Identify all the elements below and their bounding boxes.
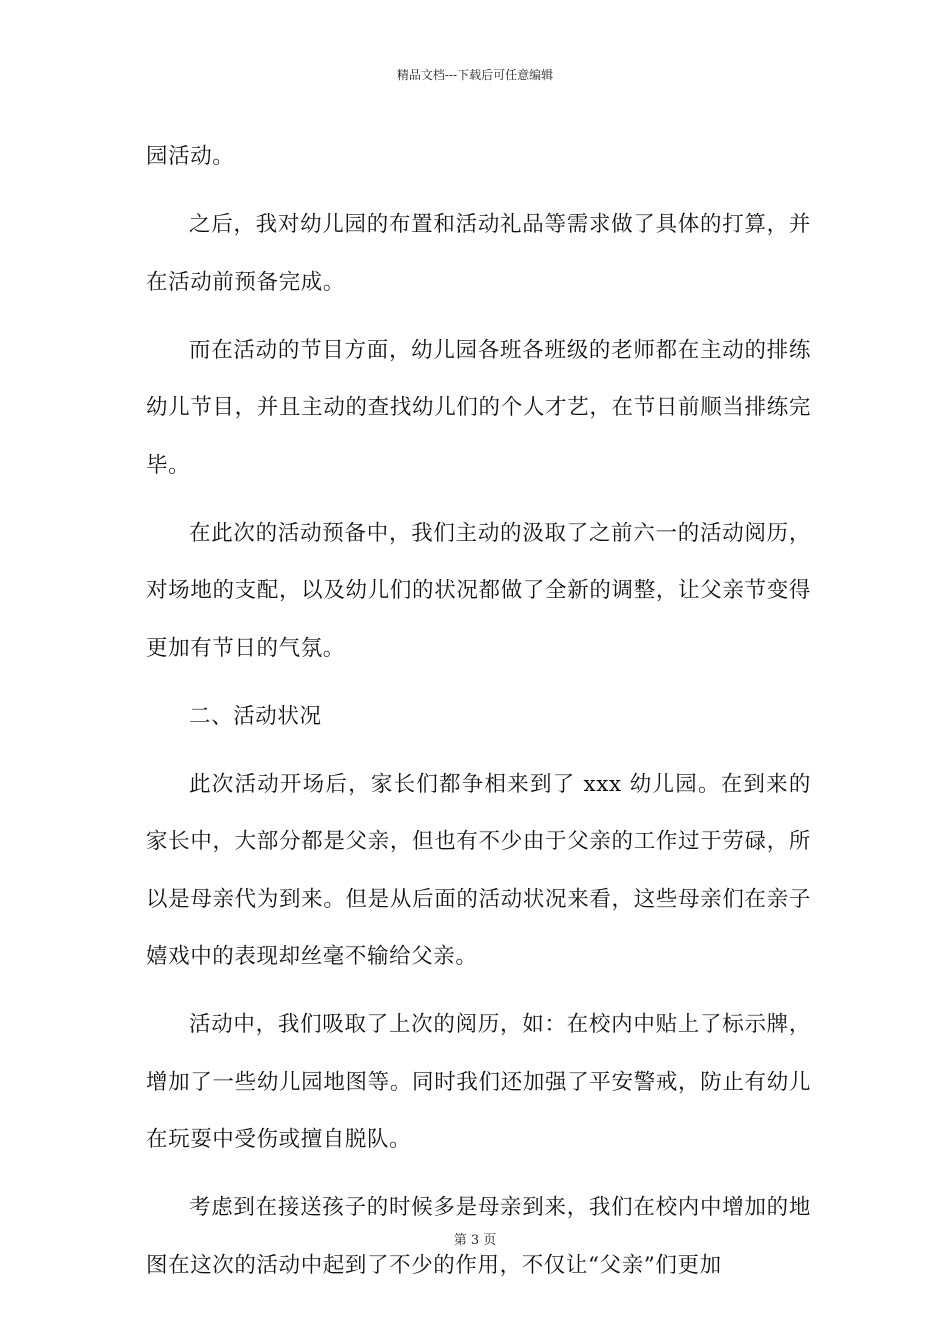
paragraph-5: 此次活动开场后，家长们都争相来到了 xxx 幼儿园。在到来的家长中，大部分都是父亲，但也有不少由于父亲的工作过于劳碌，所以是母亲代为到来。但是从后面的活动状况来看，这些母亲们在亲子嬉戏中的表现却丝毫不输给父亲。 [146, 771, 811, 969]
paragraph-7: 考虑到在接送孩子的时候多是母亲到来，我们在校内中增加的地图在这次的活动中起到了不少的作用，不仅让“父亲”们更加 [146, 1195, 811, 1278]
section-heading: 二、活动状况 [189, 703, 322, 729]
paragraph-6: 活动中，我们吸取了上次的阅历，如：在校内中贴上了标示牌，增加了一些幼儿园地图等。同时我们还加强了平安警戒，防止有幼儿在玩耍中受伤或擅自脱队。 [146, 1012, 811, 1152]
paragraph-2: 之后，我对幼儿园的布置和活动礼品等需求做了具体的打算，并在活动前预备完成。 [146, 212, 811, 295]
paragraph-4: 在此次的活动预备中，我们主动的汲取了之前六一的活动阅历，对场地的支配，以及幼儿们的状况都做了全新的调整，让父亲节变得更加有节日的气氛。 [146, 520, 811, 661]
page-number: 第 3 页 [453, 1233, 497, 1248]
paragraph-1: 园活动。 [146, 144, 235, 169]
document-body [146, 128, 811, 1305]
page-header: 精品文档---下载后可任意编辑 [396, 68, 554, 82]
paragraph-3: 而在活动的节目方面，幼儿园各班各班级的老师都在主动的排练幼儿节目，并且主动的查找幼儿们的个人才艺，在节日前顺当排练完毕。 [146, 337, 811, 478]
